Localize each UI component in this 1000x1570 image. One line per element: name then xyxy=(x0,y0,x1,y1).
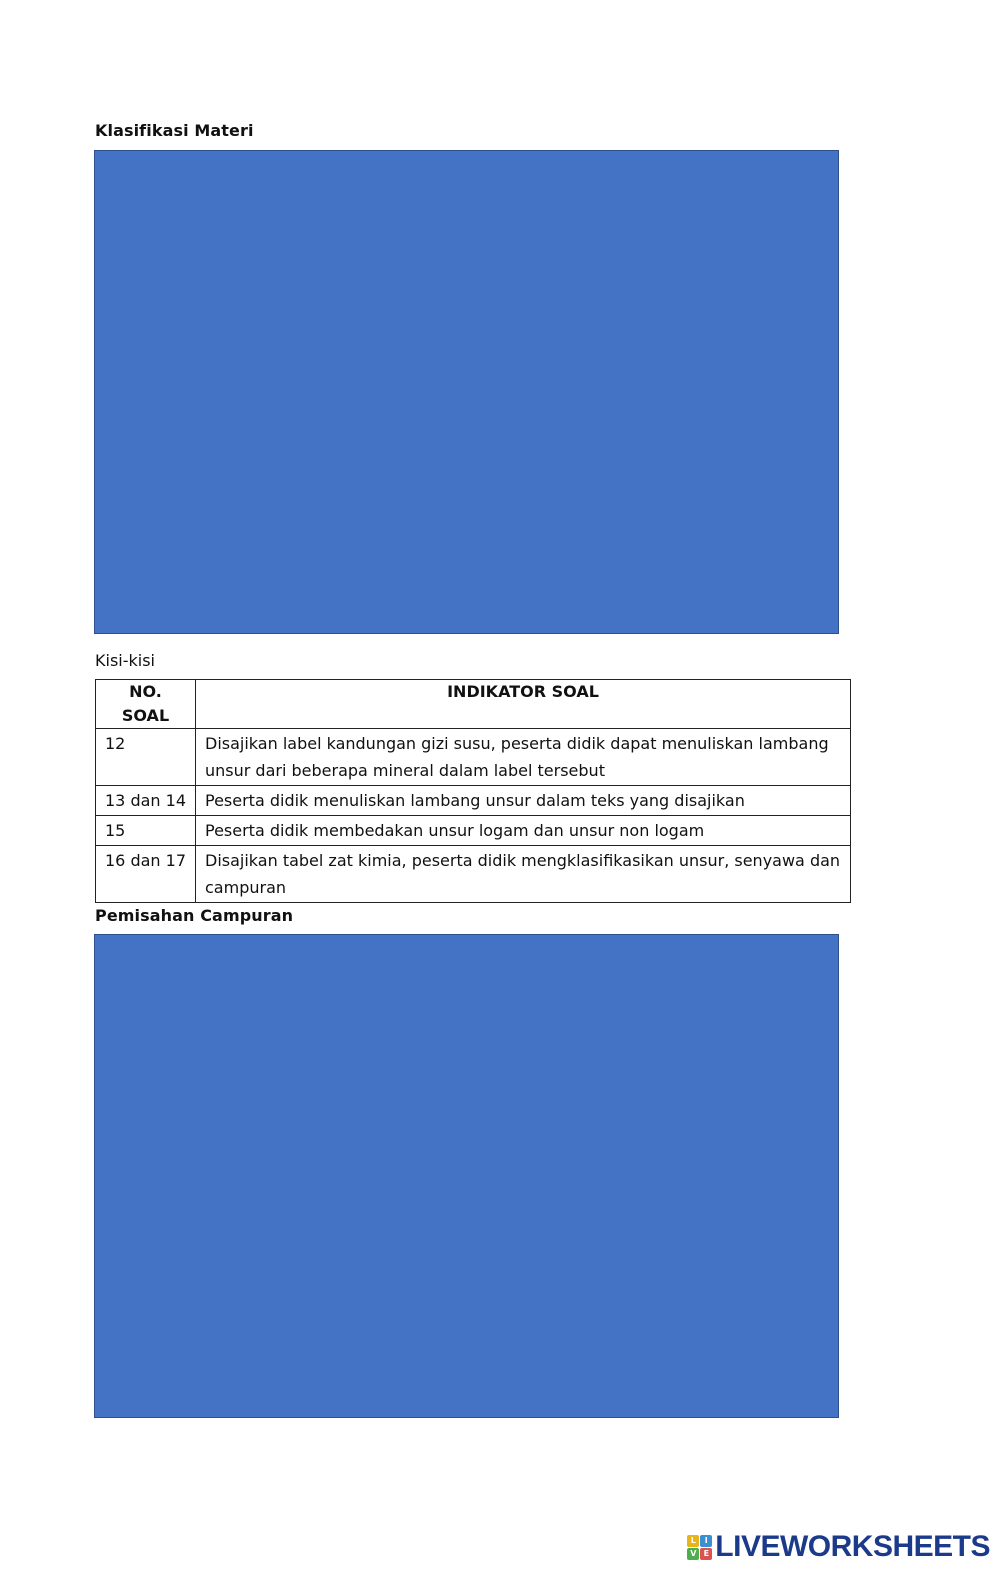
klasifikasi-materi-image-box xyxy=(94,150,839,634)
kisi-kisi-table xyxy=(95,679,851,903)
header-indikator-soal: INDIKATOR SOAL xyxy=(196,680,851,729)
table-header-row xyxy=(96,680,851,729)
pemisahan-campuran-title: Pemisahan Campuran xyxy=(95,906,294,925)
liveworksheets-brand-text: LIVEWORKSHEETS xyxy=(715,1530,990,1563)
header-no-soal: NO. SOAL xyxy=(96,680,196,729)
logo-letter: I xyxy=(700,1535,712,1547)
logo-letter: E xyxy=(700,1548,712,1560)
liveworksheets-logo xyxy=(687,1530,990,1564)
cell-indikator: Peserta didik membedakan unsur logam dan unsur non logam xyxy=(196,816,851,846)
logo-letter: V xyxy=(687,1548,699,1560)
cell-no-soal: 13 dan 14 xyxy=(96,786,196,816)
cell-no-soal: 12 xyxy=(96,729,196,786)
klasifikasi-materi-title: Klasifikasi Materi xyxy=(95,121,254,140)
cell-indikator: Disajikan tabel zat kimia, peserta didik mengklasifikasikan unsur, senyawa dan campuran xyxy=(196,846,851,903)
table-row xyxy=(96,786,851,816)
cell-indikator: Peserta didik menuliskan lambang unsur dalam teks yang disajikan xyxy=(196,786,851,816)
liveworksheets-logo-icon xyxy=(687,1535,712,1560)
kisi-kisi-title: Kisi-kisi xyxy=(95,651,155,670)
logo-letter: L xyxy=(687,1535,699,1547)
table-row xyxy=(96,729,851,786)
cell-no-soal: 16 dan 17 xyxy=(96,846,196,903)
table-row xyxy=(96,816,851,846)
cell-no-soal: 15 xyxy=(96,816,196,846)
cell-indikator: Disajikan label kandungan gizi susu, peserta didik dapat menuliskan lambang unsur dari beberapa mineral dalam label tersebut xyxy=(196,729,851,786)
pemisahan-campuran-image-box xyxy=(94,934,839,1418)
table-row xyxy=(96,846,851,903)
